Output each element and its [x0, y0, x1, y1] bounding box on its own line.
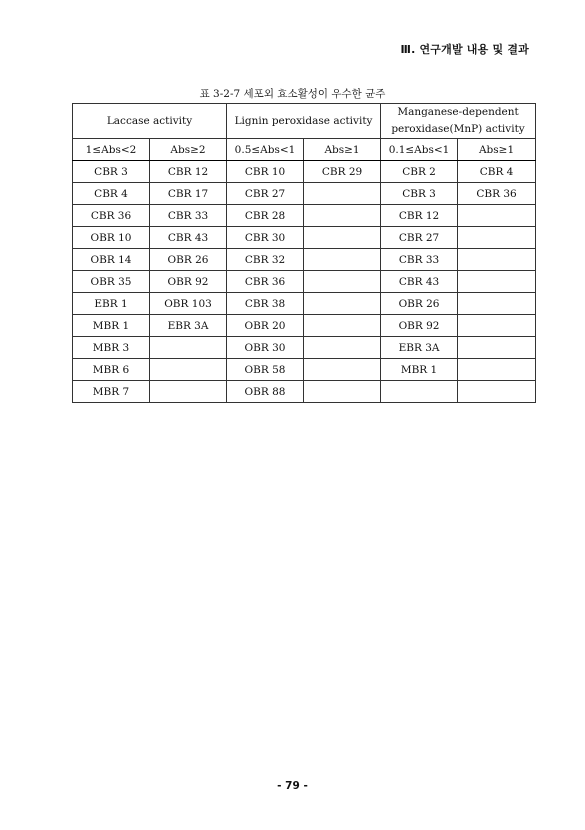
table-cell: OBR 103: [150, 293, 227, 315]
table-row: [73, 183, 536, 205]
table-cell: [304, 227, 381, 249]
group-header-lignin-peroxidase: Lignin peroxidase activity: [227, 104, 381, 139]
table-cell: [458, 293, 536, 315]
table-cell: CBR 29: [304, 161, 381, 183]
table-cell: CBR 36: [227, 271, 304, 293]
table-row: [73, 315, 536, 337]
table-cell: CBR 38: [227, 293, 304, 315]
group-header-laccase: Laccase activity: [73, 104, 227, 139]
group-header-mnp: [381, 104, 536, 139]
table-cell: CBR 12: [150, 161, 227, 183]
table-cell: CBR 3: [73, 161, 150, 183]
table-cell: [458, 249, 536, 271]
table-row: [73, 205, 536, 227]
table-cell: CBR 4: [73, 183, 150, 205]
table-cell: [304, 183, 381, 205]
table-cell: [150, 381, 227, 403]
table-cell: CBR 43: [381, 271, 458, 293]
table-cell: [304, 293, 381, 315]
table-cell: OBR 30: [227, 337, 304, 359]
table-cell: [381, 381, 458, 403]
table-cell: CBR 3: [381, 183, 458, 205]
table-cell: [304, 359, 381, 381]
table-cell: MBR 7: [73, 381, 150, 403]
group-header-mnp-line2: peroxidase(MnP) activity: [391, 123, 525, 135]
table-caption: 표 3-2-7 세포외 효소활성이 우수한 균주: [199, 88, 386, 100]
table-cell: CBR 2: [381, 161, 458, 183]
subheader-cell: Abs≥2: [150, 139, 227, 161]
table-row: [73, 271, 536, 293]
table-cell: [458, 381, 536, 403]
table-row: [73, 227, 536, 249]
chapter-header: Ⅲ. 연구개발 내용 및 결과: [400, 43, 529, 56]
table-cell: CBR 10: [227, 161, 304, 183]
table-cell: CBR 27: [227, 183, 304, 205]
table-cell: [304, 337, 381, 359]
group-header-mnp-line1: Manganese-dependent: [397, 106, 519, 118]
table-cell: [458, 205, 536, 227]
table-cell: CBR 30: [227, 227, 304, 249]
table-cell: OBR 20: [227, 315, 304, 337]
table-cell: [150, 359, 227, 381]
table-cell: OBR 88: [227, 381, 304, 403]
table-cell: MBR 3: [73, 337, 150, 359]
table-cell: [458, 271, 536, 293]
table-cell: EBR 3A: [381, 337, 458, 359]
subheader-cell: 1≤Abs<2: [73, 139, 150, 161]
table-cell: [458, 227, 536, 249]
table-cell: OBR 26: [150, 249, 227, 271]
table-cell: [150, 337, 227, 359]
table-cell: OBR 26: [381, 293, 458, 315]
table-cell: [458, 337, 536, 359]
table-row: [73, 337, 536, 359]
table-cell: OBR 14: [73, 249, 150, 271]
group-header-row: [73, 104, 536, 139]
table-cell: CBR 36: [458, 183, 536, 205]
table-cell: [304, 271, 381, 293]
table-cell: MBR 1: [381, 359, 458, 381]
table-cell: CBR 33: [381, 249, 458, 271]
table-cell: CBR 33: [150, 205, 227, 227]
table-cell: CBR 43: [150, 227, 227, 249]
subheader-cell: Abs≥1: [458, 139, 536, 161]
subheader-row: [73, 139, 536, 161]
table-cell: [304, 205, 381, 227]
table-cell: OBR 10: [73, 227, 150, 249]
table-cell: CBR 28: [227, 205, 304, 227]
table-cell: CBR 27: [381, 227, 458, 249]
table-cell: OBR 35: [73, 271, 150, 293]
table-cell: OBR 92: [381, 315, 458, 337]
subheader-cell: Abs≥1: [304, 139, 381, 161]
table-cell: EBR 3A: [150, 315, 227, 337]
table-row: [73, 359, 536, 381]
table-cell: CBR 32: [227, 249, 304, 271]
table-row: [73, 293, 536, 315]
table-cell: CBR 36: [73, 205, 150, 227]
table-cell: CBR 12: [381, 205, 458, 227]
table-cell: EBR 1: [73, 293, 150, 315]
table-cell: MBR 6: [73, 359, 150, 381]
table-cell: [304, 381, 381, 403]
enzyme-activity-table: [72, 103, 536, 403]
table-cell: [458, 359, 536, 381]
table-cell: CBR 4: [458, 161, 536, 183]
subheader-cell: 0.5≤Abs<1: [227, 139, 304, 161]
table-cell: [458, 315, 536, 337]
table-cell: OBR 92: [150, 271, 227, 293]
table-row: [73, 381, 536, 403]
subheader-cell: 0.1≤Abs<1: [381, 139, 458, 161]
table-row: [73, 161, 536, 183]
table-cell: [304, 315, 381, 337]
table-row: [73, 249, 536, 271]
table-cell: MBR 1: [73, 315, 150, 337]
table-cell: OBR 58: [227, 359, 304, 381]
table-cell: CBR 17: [150, 183, 227, 205]
table-cell: [304, 249, 381, 271]
page-number: - 79 -: [277, 780, 308, 792]
